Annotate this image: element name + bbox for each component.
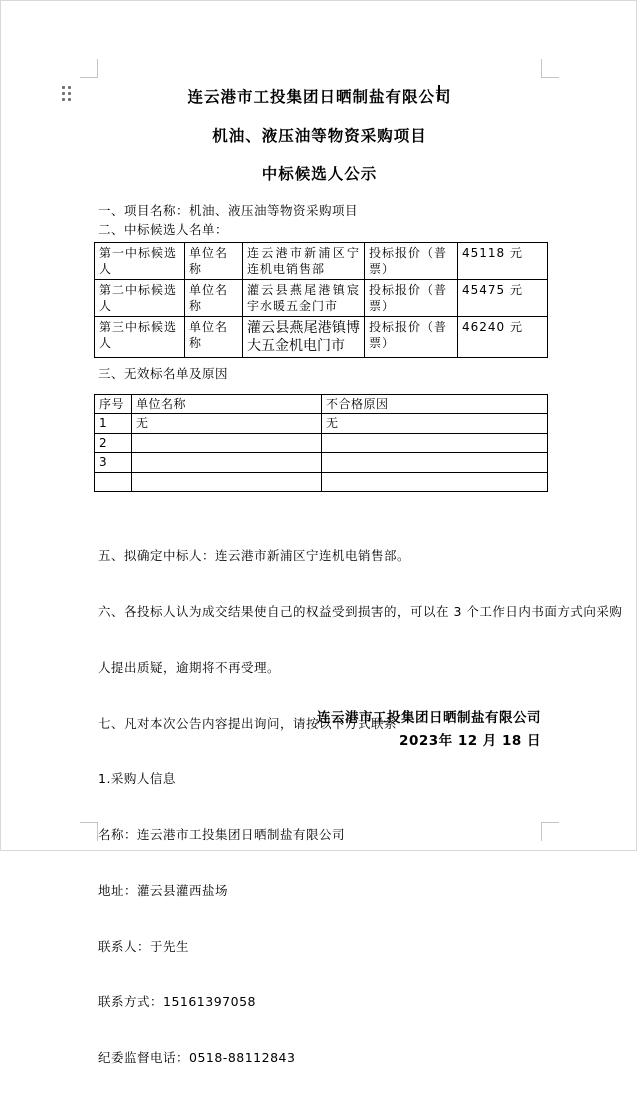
section-objection-line1: 六、各投标人认为成交结果使自己的权益受到损害的，可以在 3 个工作日内书面方式向采购 (98, 603, 623, 619)
col-header-unit: 单位名称 (132, 395, 322, 414)
seq-cell: 3 (95, 453, 132, 472)
reason-cell (322, 472, 548, 491)
margin-mark-top-left (80, 59, 98, 78)
unit-cell: 无 (132, 414, 322, 433)
unit-name-cell: 灌云县燕尾港镇宸宇水暖五金门市 (243, 280, 365, 317)
table-row (95, 453, 548, 472)
section-1-2 (98, 202, 543, 239)
bid-amount-cell: 45118 元 (458, 243, 548, 280)
candidate-rank-cell: 第一中标候选人 (95, 243, 185, 280)
unit-cell (132, 472, 322, 491)
table-row (95, 280, 548, 317)
section-candidate-list-heading: 二、中标候选人名单： (98, 221, 229, 237)
unit-label-cell: 单位名称 (185, 280, 243, 317)
unit-cell (132, 433, 322, 452)
purchaser-info-heading: 1.采购人信息 (98, 771, 176, 787)
supervision-phone: 纪委监督电话：0518-88112843 (98, 1050, 296, 1066)
unit-label-cell: 单位名称 (185, 317, 243, 358)
signature-block (98, 707, 541, 753)
table-row (95, 243, 548, 280)
unit-cell (132, 453, 322, 472)
reason-cell (322, 433, 548, 452)
section-project-name: 一、项目名称：机油、液压油等物资采购项目 (98, 203, 359, 218)
bid-label-cell: 投标报价（普票） (365, 317, 458, 358)
purchaser-address: 地址：灌云县灌西盐场 (98, 882, 229, 898)
table-row (95, 414, 548, 433)
unit-name-cell: 连云港市新浦区宁连机电销售部 (243, 243, 365, 280)
doc-title-announcement: 中标候选人公示 (261, 165, 378, 183)
section-objection-line2: 人提出质疑，逾期将不再受理。 (98, 659, 281, 675)
reason-cell (322, 453, 548, 472)
col-header-seq: 序号 (95, 395, 132, 414)
body-paragraphs (98, 510, 623, 1105)
purchaser-phone: 联系方式：15161397058 (98, 994, 256, 1010)
bid-amount-cell: 45475 元 (458, 280, 548, 317)
drag-handle-icon[interactable] (62, 86, 71, 101)
section-invalid-bids-heading: 三、无效标名单及原因 (98, 366, 229, 381)
bid-amount-cell: 46240 元 (458, 317, 548, 358)
seq-cell (95, 472, 132, 491)
invalid-bids-table (94, 394, 548, 492)
reason-cell: 无 (322, 414, 548, 433)
signature-date: 2023年 12 月 18 日 (399, 733, 541, 749)
candidate-rank-cell: 第三中标候选人 (95, 317, 185, 358)
table-row (95, 317, 548, 358)
unit-label-cell: 单位名称 (185, 243, 243, 280)
section-inquiry: 七、凡对本次公告内容提出询问，请按以下方式联系 (98, 715, 398, 731)
table-row (95, 472, 548, 491)
section-proposed-winner: 五、拟确定中标人：连云港市新浦区宁连机电销售部。 (98, 548, 411, 564)
candidate-rank-cell: 第二中标候选人 (95, 280, 185, 317)
table-row (95, 433, 548, 452)
seq-cell: 2 (95, 433, 132, 452)
doc-title-project: 机油、液压油等物资采购项目 (212, 127, 427, 145)
unit-name-cell: 灌云县燕尾港镇博大五金机电门市 (243, 317, 365, 358)
bid-label-cell: 投标报价（普票） (365, 243, 458, 280)
doc-title-company: 连云港市工投集团日晒制盐有限公司 (187, 88, 452, 106)
purchaser-contact: 联系人：于先生 (98, 938, 190, 954)
signature-company: 连云港市工投集团日晒制盐有限公司 (317, 710, 541, 726)
margin-mark-top-right (541, 59, 559, 78)
bid-label-cell: 投标报价（普票） (365, 280, 458, 317)
seq-cell: 1 (95, 414, 132, 433)
col-header-reason: 不合格原因 (322, 395, 548, 414)
margin-mark-bottom-left (80, 822, 98, 841)
purchaser-name: 名称：连云港市工投集团日晒制盐有限公司 (98, 827, 346, 843)
table-header-row (95, 395, 548, 414)
winners-table (94, 242, 548, 358)
